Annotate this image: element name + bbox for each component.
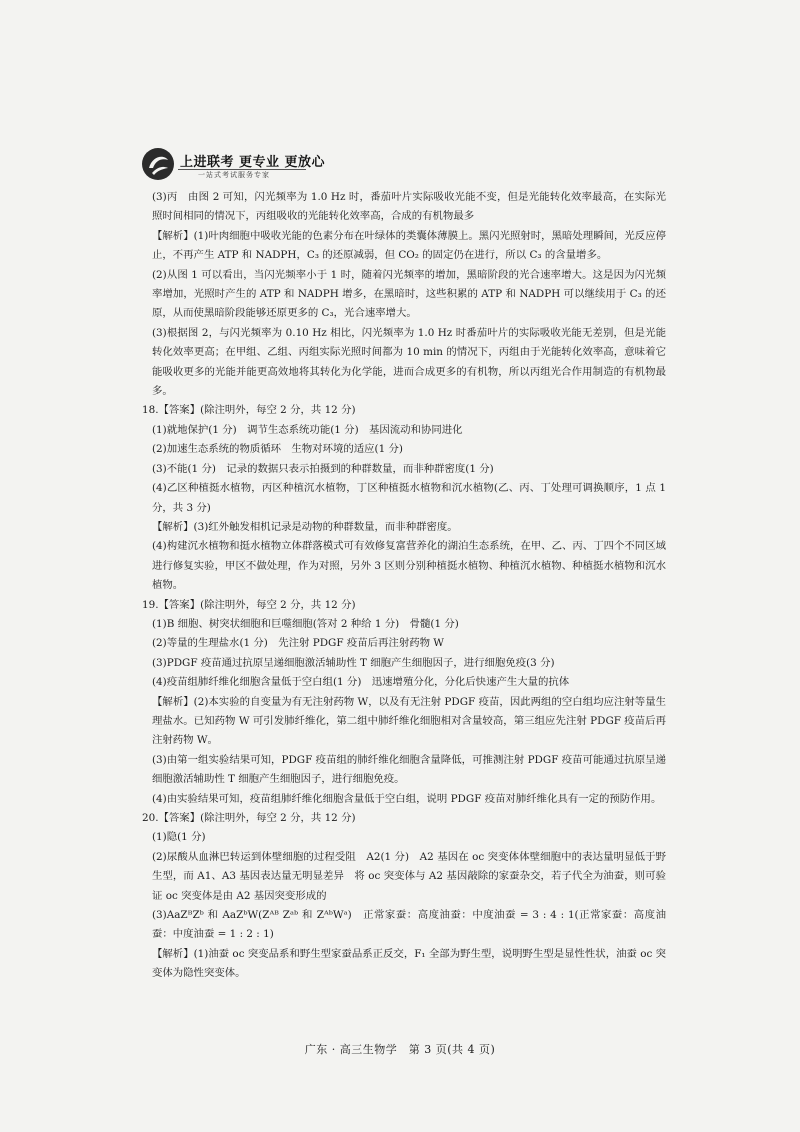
- text-line: (4)乙区种植挺水植物，丙区种植沉水植物，丁区种植挺水植物和沉水植物(乙、丙、丁处理可调换顺序，1 点 1 分，共 3 分): [152, 482, 666, 514]
- page-footer: 广东 · 高三生物学 第 3 页(共 4 页): [304, 1043, 496, 1056]
- text-line: (1)隐(1 分): [152, 831, 206, 844]
- text-line: (3)不能(1 分) 记录的数据只表示拍摄到的种群数量，而非种群密度(1 分): [152, 462, 494, 475]
- question-heading: 19.【答案】(除注明外，每空 2 分，共 12 分): [142, 598, 356, 611]
- answer-content: [142, 188, 666, 984]
- text-line: (1)B 细胞、树突状细胞和巨噬细胞(答对 2 种给 1 分) 骨髓(1 分): [152, 617, 459, 630]
- text-line: (3)AaZᴮZᵇ 和 AaZᵇW(Zᴬᴮ Zᵃᵇ 和 ZᴬᵇWᵃ) 正常家蚕：高度油蚕：中度油蚕 = 3 : 4 : 1(正常家蚕：高度油蚕：中度油蚕 = 1 : 2 : 1): [152, 909, 666, 941]
- text-line: (2)加速生态系统的物质循环 生物对环境的适应(1 分): [152, 443, 403, 456]
- header: [140, 146, 440, 184]
- text-line: (4)由实验结果可知，疫苗组肺纤维化细胞含量低于空白组，说明 PDGF 疫苗对肺纤维化具有一定的预防作用。: [152, 792, 662, 805]
- text-line: (1)就地保护(1 分) 调节生态系统功能(1 分) 基因流动和协同进化: [152, 423, 463, 436]
- text-line: 【解析】(1)叶肉细胞中吸收光能的色素分布在叶绿体的类囊体薄膜上。黑闪光照射时，黑暗处理瞬间，光反应停止，不再产生 ATP 和 NADPH，C₃ 的还原减弱，但 CO₂ 的固定仍在进行，所以 C₃ 的含量增多。: [152, 229, 666, 262]
- brand-slogan: 一站式考试服务专家: [198, 171, 270, 179]
- text-line: 【解析】(2)本实验的自变量为有无注射药物 W，以及有无注射 PDGF 疫苗，因此两组的空白组均应注射等量生理盐水。已知药物 W 可引发肺纤维化，第二组中肺纤维化细胞相对含量较高，第三组应先注射 PDGF 疫苗后再注射药物 W。: [152, 695, 666, 747]
- text-line: (2)从图 1 可以看出，当闪光频率小于 1 时，随着闪光频率的增加，黑暗阶段的光合速率增大。这是因为闪光频率增加，光照时产生的 ATP 和 NADPH 增多，在黑暗时，这些积累的 ATP 和 NADPH 可以继续用于 C₃ 的还原，从而使黑暗阶段能够还原更多的 C₃，光合速率增大。: [152, 268, 666, 320]
- text-line: (2)等量的生理盐水(1 分) 先注射 PDGF 疫苗后再注射药物 W: [152, 637, 444, 650]
- text-line: (3)由第一组实验结果可知，PDGF 疫苗组的肺纤维化细胞含量降低，可推测注射 PDGF 疫苗可能通过抗原呈递细胞激活辅助性 T 细胞产生细胞因子，进行细胞免疫。: [152, 753, 666, 786]
- text-line: (3)丙 由图 2 可知，闪光频率为 1.0 Hz 时，番茄叶片实际吸收光能不变，但是光能转化效率最高，在实际光照时间相同的情况下，丙组吸收的光能转化效率高，合成的有机物最多: [152, 191, 666, 223]
- logo-icon: [140, 146, 176, 182]
- text-line: (2)尿酸从血淋巴转运到体壁细胞的过程受阻 A2(1 分) A2 基因在 oc 突变体体壁细胞中的表达量明显低于野生型，而 A1、A3 基因表达量无明显差异 将 oc 突变体与 A2 基因敲除的家蚕杂交，若子代全为油蚕，则可验证 oc 突变体是由 A2 基因突变形成的: [152, 850, 666, 902]
- brand-name: 上进联考 更专业 更放心: [180, 155, 326, 170]
- text-line: 【解析】(3)红外触发相机记录是动物的种群数量，而非种群密度。: [152, 520, 458, 533]
- question-heading: 18.【答案】(除注明外，每空 2 分，共 12 分): [142, 404, 356, 417]
- text-line: 【解析】(1)油蚕 oc 突变品系和野生型家蚕品系正反交，F₁ 全部为野生型，说明野生型是显性性状，油蚕 oc 突变体为隐性突变体。: [152, 947, 666, 980]
- text-line: (3)PDGF 疫苗通过抗原呈递细胞激活辅助性 T 细胞产生细胞因子，进行细胞免疫(3 分): [152, 656, 555, 669]
- text-line: (3)根据图 2，与闪光频率为 0.10 Hz 相比，闪光频率为 1.0 Hz 时番茄叶片的实际吸收光能无差别，但是光能转化效率更高；在甲组、乙组、丙组实际光照时间都为 10 min 的情况下，丙组由于光能转化效率高，意味着它能吸收更多的光能并能更高效地将其转化为化学能，进而合成更多的有机物，所以丙组光合作用制造的有机物最多。: [152, 326, 666, 398]
- question-heading: 20.【答案】(除注明外，每空 2 分，共 12 分): [142, 812, 356, 824]
- text-line: (4)疫苗组肺纤维化细胞含量低于空白组(1 分) 迅速增殖分化，分化后快速产生大量的抗体: [152, 676, 570, 689]
- text-line: (4)构建沉水植物和挺水植物立体群落模式可有效修复富营养化的湖泊生态系统，在甲、乙、丙、丁四个不同区域进行修复实验，甲区不做处理，作为对照，另外 3 区则分别种植挺水植物、种植沉水植物、种植挺水植物和沉水植物。: [152, 540, 666, 592]
